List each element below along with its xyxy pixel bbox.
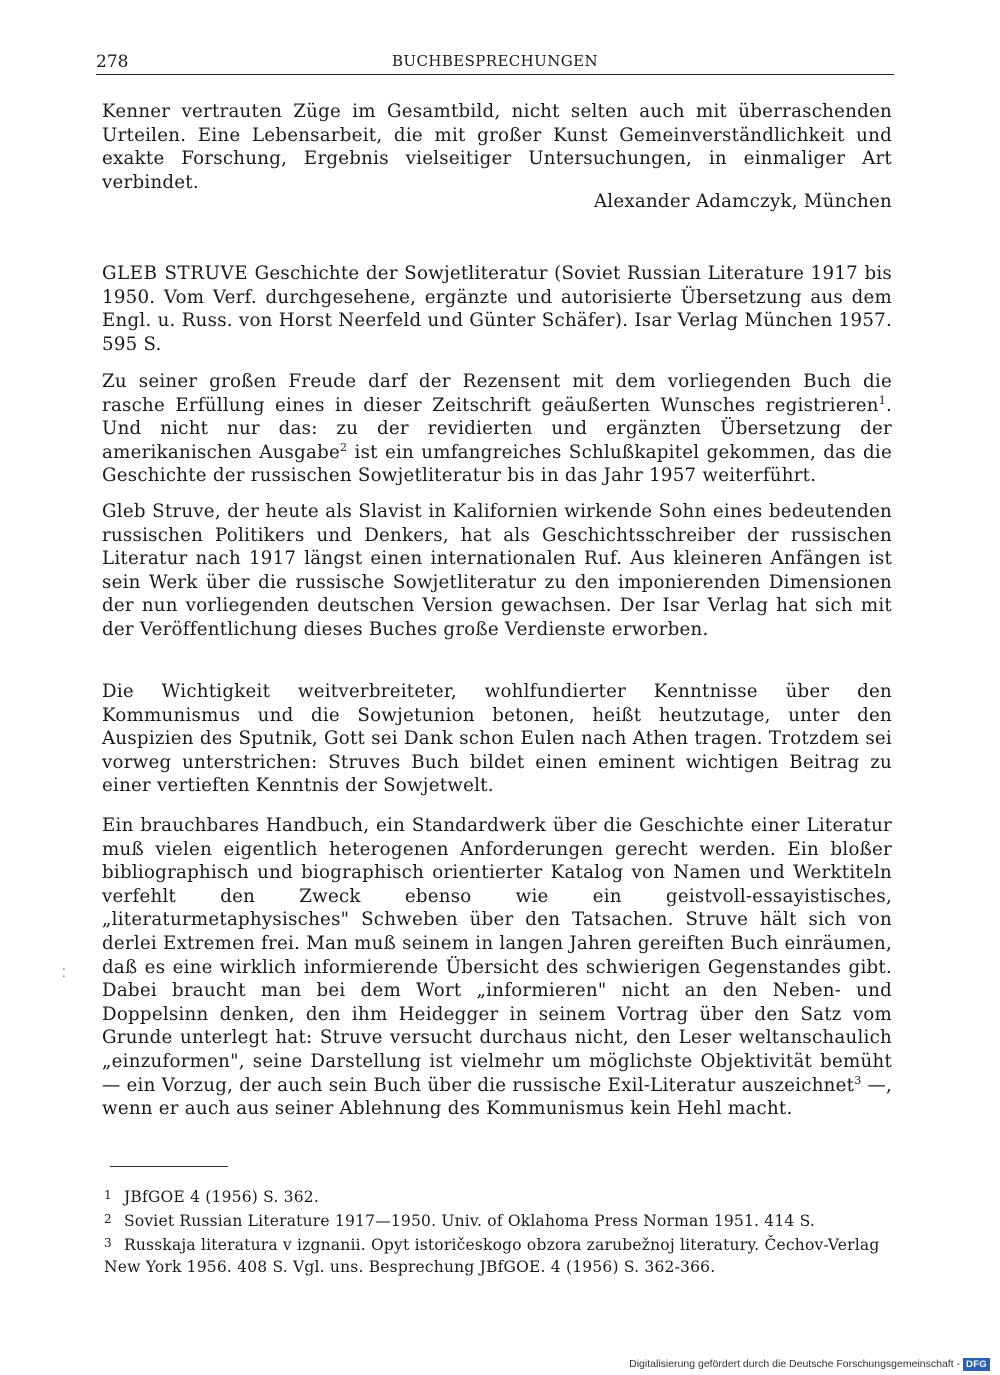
previous-review-paragraph: Kenner vertrauten Züge im Gesamtbild, nicht selten auch mit überraschenden Urteilen. Eine Lebensarbeit, die mit großer Kunst Gemeinverständlichkeit und exakte Forschung, Ergebnis vielseitiger Untersuchungen, in einmaliger Art verbindet. <box>102 101 892 193</box>
citation-paragraph <box>102 262 892 356</box>
page-header <box>96 52 894 75</box>
paragraph-text: —, wenn er auch aus seiner Ablehnung des Kommunismus kein Hehl macht. <box>102 1074 892 1120</box>
footnote-text: Soviet Russian Literature 1917—1950. Univ. of Oklahoma Press Norman 1951. 414 S. <box>124 1212 815 1230</box>
footnote-ref-3[interactable]: 3 <box>854 1073 862 1087</box>
footnote-text: JBfGOE 4 (1956) S. 362. <box>124 1188 319 1206</box>
reviewer-signature: Alexander Adamczyk, München <box>593 191 892 212</box>
previous-review-end <box>102 100 892 194</box>
paragraph-text: Zu seiner großen Freude darf der Rezensent mit dem vorliegenden Buch die rasche Erfüllung eines in dieser Zeitschrift geäußerten Wunsches registrieren <box>102 371 892 416</box>
review-paragraph-3 <box>102 680 892 798</box>
dfg-logo[interactable]: DFG <box>963 1358 990 1371</box>
footnote-mark: 3 <box>104 1236 112 1250</box>
footnote-1 <box>104 1184 912 1208</box>
footnote-ref-2[interactable]: 2 <box>340 440 348 454</box>
footnote-text: Russkaja literatura v izgnanii. Opyt istoričeskogo obzora zarubežnoj literatury. Čechov-Verlag New York 1956. 408 S. Vgl. uns. Besprechung JBfGOE. 4 (1956) S. 362-366. <box>104 1236 880 1276</box>
footnote-ref-1[interactable]: 1 <box>878 393 886 407</box>
footnote-separator <box>110 1166 228 1167</box>
paragraph-text: Ein brauchbares Handbuch, ein Standardwerk über die Geschichte einer Literatur muß vielen eigentlich heterogenen Anforderungen gerecht werden. Ein bloßer bibliographisch und biographisch orientierter Katalog von Namen und Werktiteln verfehlt den Zweck ebenso wie ein geistvoll-essayistisches, „literaturmetaphysisches" Schweben über den Tatsachen. Struve hält sich von derlei Extremen frei. Man muß seinem in langen Jahren gereiften Buch einräumen, daß es eine wirklich informierende Übersicht des schwierigen Gegenstandes gibt. Dabei braucht man bei dem Wort „informieren" nicht an den Neben- und Doppelsinn denken, den ihm Heidegger in seinem Vortrag über den Satz vom Grunde unterlegt hat: Struve versucht durchaus nicht, den Leser weltanschaulich „einzuformen", seine Darstellung ist vielmehr um möglichste Objektivität bemüht — ein Vorzug, der auch sein Buch über die russische Exil-Literatur auszeichnet <box>102 815 892 1096</box>
book-author: GLEB STRUVE <box>102 263 249 284</box>
page-number: 278 <box>96 52 129 72</box>
paragraph-text: ist ein umfangreiches Schlußkapitel gekommen, das die Geschichte der russischen Sowjetliteratur bis in das Jahr 1957 weiterführt. <box>102 441 892 487</box>
margin-mark: ⁚ <box>62 966 66 980</box>
digitization-credit <box>629 1357 990 1371</box>
paragraph-text: Gleb Struve, der heute als Slavist in Kalifornien wirkende Sohn eines bedeutenden russischen Politikers und Denkers, hat als Geschichtsschreiber der russischen Literatur nach 1917 längst einen internationalen Ruf. Aus kleineren Anfängen ist sein Werk über die russische Sowjetliteratur zu den imponierenden Dimensionen der nun vorliegenden deutschen Version gewachsen. Der Isar Verlag hat sich mit der Veröffentlichung dieses Buches große Verdienste erworben. <box>102 501 892 640</box>
footnotes <box>104 1184 912 1278</box>
review-paragraph-1 <box>102 370 892 488</box>
footnote-2 <box>104 1208 912 1232</box>
footnote-mark: 2 <box>104 1212 112 1226</box>
credit-text: Digitalisierung gefördert durch die Deutsche Forschungsgemeinschaft - <box>629 1358 961 1370</box>
running-head: BUCHBESPRECHUNGEN <box>392 52 598 70</box>
footnote-3 <box>104 1232 912 1278</box>
paragraph-text: . Und nicht nur das: zu der revidierten und ergänzten Übersetzung der amerikanischen Ausgabe <box>102 394 892 463</box>
review-paragraph-2 <box>102 500 892 642</box>
review-citation <box>102 262 892 356</box>
paragraph-text: Die Wichtigkeit weitverbreiteter, wohlfundierter Kenntnisse über den Kommunismus und die Sowjetunion betonen, heißt heutzutage, unter den Auspizien des Sputnik, Gott sei Dank schon Eulen nach Athen tragen. Trotzdem sei vorweg unterstrichen: Struves Buch bildet einen eminent wichtigen Beitrag zu einer vertieften Kenntnis der Sowjetwelt. <box>102 681 892 797</box>
book-citation: Geschichte der Sowjetliteratur (Soviet Russian Literature 1917 bis 1950. Vom Verf. durchgesehene, ergänzte und autorisierte Übersetzung aus dem Engl. u. Russ. von Horst Neerfeld und Günter Schäfer). Isar Verlag München 1957. 595 S. <box>102 263 892 355</box>
footnote-mark: 1 <box>104 1188 112 1202</box>
review-paragraph-4 <box>102 814 892 1121</box>
